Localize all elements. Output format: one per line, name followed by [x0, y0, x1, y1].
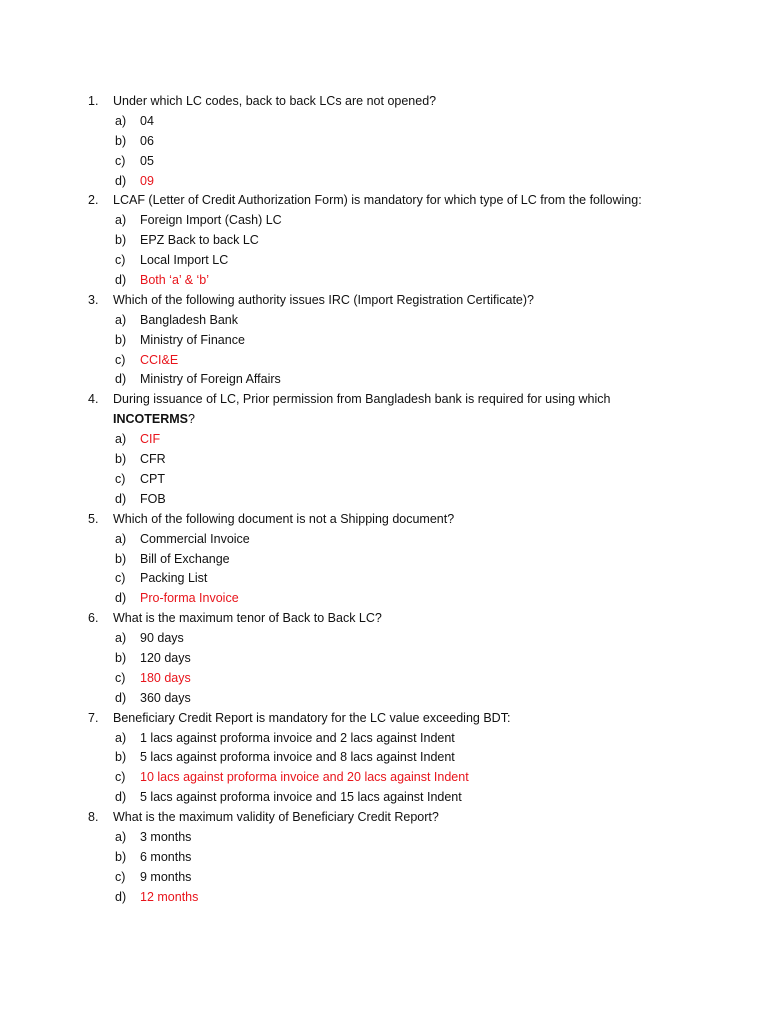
option-label: d): [115, 591, 127, 606]
option-text: CCI&E: [140, 352, 179, 367]
option-text: 09: [140, 173, 154, 188]
option-label: a): [115, 829, 127, 844]
answer-option-correct: [0, 351, 768, 371]
option-label: c): [115, 869, 126, 884]
option-label: b): [115, 849, 127, 864]
option-text: Local Import LC: [140, 253, 229, 268]
option-label: c): [115, 153, 126, 168]
option-label: c): [115, 471, 126, 486]
question-number: 7.: [88, 710, 99, 725]
option-label: d): [115, 273, 127, 288]
question-text: Which of the following document is not a Shipping document?: [113, 511, 455, 526]
question-4: [0, 390, 768, 430]
option-text: Both ‘a’ & ‘b’: [140, 273, 210, 288]
question-text: What is the maximum validity of Beneficiary Credit Report?: [113, 810, 439, 825]
option-text: CFR: [140, 452, 166, 467]
question-text: What is the maximum tenor of Back to Back LC?: [113, 611, 382, 626]
option-text: 120 days: [140, 650, 191, 665]
question-text: Which of the following authority issues IRC (Import Registration Certificate)?: [113, 292, 534, 307]
question-text: LCAF (Letter of Credit Authorization Form) is mandatory for which type of LC from the following:: [113, 193, 642, 208]
question-5: [0, 510, 768, 530]
option-label: b): [115, 551, 127, 566]
option-label: b): [115, 332, 127, 347]
answer-option-correct: [0, 430, 768, 450]
answer-option-correct: [0, 768, 768, 788]
answer-option: [0, 211, 768, 231]
question-number: 8.: [88, 810, 99, 825]
answer-option: [0, 311, 768, 331]
option-text: 9 months: [140, 869, 192, 884]
question-number: 4.: [88, 392, 99, 407]
question-keyword: INCOTERMS: [113, 412, 188, 427]
answer-option: [0, 490, 768, 510]
option-text: EPZ Back to back LC: [140, 233, 259, 248]
answer-option: [0, 132, 768, 152]
option-label: a): [115, 531, 127, 546]
answer-option: [0, 788, 768, 808]
option-label: c): [115, 770, 126, 785]
answer-option: [0, 569, 768, 589]
option-text: Pro-forma Invoice: [140, 591, 239, 606]
option-text: Foreign Import (Cash) LC: [140, 213, 282, 228]
answer-option: [0, 649, 768, 669]
option-text: 6 months: [140, 849, 192, 864]
answer-option: [0, 231, 768, 251]
question-7: [0, 709, 768, 729]
option-text: 04: [140, 113, 154, 128]
answer-option: [0, 251, 768, 271]
answer-option: [0, 450, 768, 470]
question-number: 5.: [88, 511, 99, 526]
question-text: During issuance of LC, Prior permission from Bangladesh bank is required for using which: [113, 392, 611, 407]
option-text: 10 lacs against proforma invoice and 20 lacs against Indent: [140, 770, 469, 785]
option-label: d): [115, 372, 127, 387]
option-text: 360 days: [140, 690, 191, 705]
question-6: [0, 609, 768, 629]
question-number: 1.: [88, 94, 99, 108]
option-text: Packing List: [140, 571, 208, 586]
question-2: [0, 191, 768, 211]
option-text: 3 months: [140, 829, 192, 844]
answer-option-correct: [0, 888, 768, 908]
answer-option: [0, 868, 768, 888]
option-text: Bill of Exchange: [140, 551, 230, 566]
question-1: [0, 92, 768, 112]
option-label: b): [115, 133, 127, 148]
option-label: a): [115, 432, 127, 447]
question-list: [0, 92, 768, 908]
option-label: a): [115, 113, 127, 128]
option-label: b): [115, 650, 127, 665]
answer-option: [0, 112, 768, 132]
answer-option: [0, 848, 768, 868]
option-label: c): [115, 253, 126, 268]
option-text: 90 days: [140, 631, 184, 646]
answer-option: [0, 729, 768, 749]
option-label: d): [115, 491, 127, 506]
option-label: c): [115, 670, 126, 685]
answer-option-correct: [0, 172, 768, 192]
answer-option-correct: [0, 589, 768, 609]
option-label: d): [115, 690, 127, 705]
question-text: Under which LC codes, back to back LCs are not opened?: [113, 94, 437, 108]
answer-option: [0, 828, 768, 848]
answer-option-correct: [0, 271, 768, 291]
option-text: 180 days: [140, 670, 191, 685]
question-number: 2.: [88, 193, 99, 208]
option-label: b): [115, 233, 127, 248]
answer-option: [0, 530, 768, 550]
option-text: Ministry of Finance: [140, 332, 245, 347]
option-label: b): [115, 750, 127, 765]
option-text: 5 lacs against proforma invoice and 8 lacs against Indent: [140, 750, 455, 765]
option-label: d): [115, 889, 127, 904]
option-text: 1 lacs against proforma invoice and 2 lacs against Indent: [140, 730, 455, 745]
option-text: 05: [140, 153, 154, 168]
answer-option: [0, 331, 768, 351]
option-text: Commercial Invoice: [140, 531, 250, 546]
answer-option: [0, 370, 768, 390]
option-label: d): [115, 173, 127, 188]
option-label: b): [115, 452, 127, 467]
option-text: 5 lacs against proforma invoice and 15 lacs against Indent: [140, 790, 462, 805]
option-text: Bangladesh Bank: [140, 312, 238, 327]
question-number: 6.: [88, 611, 99, 626]
option-label: c): [115, 571, 126, 586]
option-text: 06: [140, 133, 154, 148]
question-8: [0, 808, 768, 828]
option-label: a): [115, 312, 127, 327]
answer-option: [0, 748, 768, 768]
answer-option: [0, 629, 768, 649]
option-text: CIF: [140, 432, 161, 447]
answer-option-correct: [0, 669, 768, 689]
option-label: a): [115, 631, 127, 646]
option-label: c): [115, 352, 126, 367]
option-text: FOB: [140, 491, 166, 506]
question-number: 3.: [88, 292, 99, 307]
answer-option: [0, 550, 768, 570]
answer-option: [0, 470, 768, 490]
option-text: Ministry of Foreign Affairs: [140, 372, 281, 387]
answer-option: [0, 689, 768, 709]
question-punctuation: ?: [188, 412, 195, 427]
option-text: 12 months: [140, 889, 199, 904]
question-text-line2: [113, 410, 195, 430]
option-label: a): [115, 730, 127, 745]
option-label: d): [115, 790, 127, 805]
question-text: Beneficiary Credit Report is mandatory for the LC value exceeding BDT:: [113, 710, 511, 725]
option-text: CPT: [140, 471, 165, 486]
option-label: a): [115, 213, 127, 228]
question-3: [0, 291, 768, 311]
answer-option: [0, 152, 768, 172]
